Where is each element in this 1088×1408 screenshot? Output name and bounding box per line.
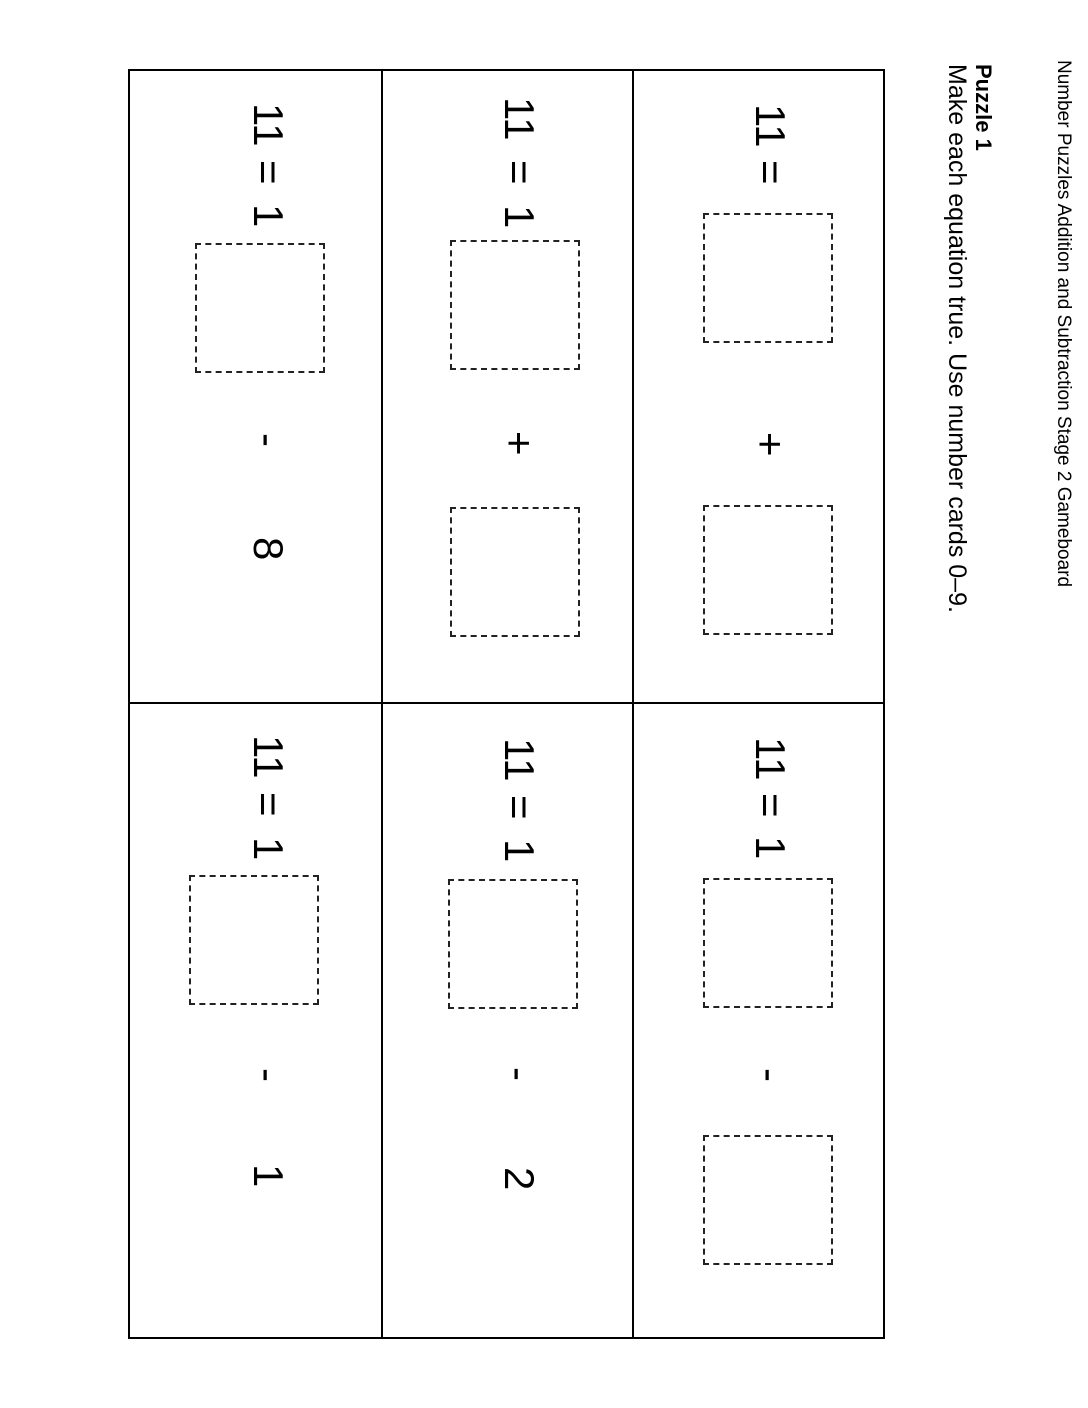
answer-slot[interactable] xyxy=(703,213,833,343)
target-number: 11 xyxy=(496,97,543,141)
tens-digit: 1 xyxy=(747,836,794,860)
equation-board xyxy=(128,69,885,1339)
operator-sign: - xyxy=(245,1068,292,1082)
answer-slot[interactable] xyxy=(703,1135,833,1265)
target-number: 11 xyxy=(496,738,543,782)
puzzle-heading: Puzzle 1 xyxy=(971,64,996,151)
answer-slot[interactable] xyxy=(450,240,580,370)
equation-cell-2 xyxy=(632,704,883,1337)
operator-sign: + xyxy=(747,432,794,457)
equals-sign: = xyxy=(747,160,794,185)
answer-slot[interactable] xyxy=(448,879,578,1009)
tens-digit: 1 xyxy=(245,204,292,228)
equals-sign: = xyxy=(496,795,543,820)
target-number: 11 xyxy=(245,103,292,147)
tens-digit: 1 xyxy=(245,837,292,861)
equals-sign: = xyxy=(245,160,292,185)
equals-sign: = xyxy=(496,160,543,185)
given-operand: 8 xyxy=(245,537,292,561)
answer-slot[interactable] xyxy=(450,507,580,637)
equation-cell-6 xyxy=(130,704,381,1337)
equation-cell-5 xyxy=(130,71,381,704)
target-number: 11 xyxy=(245,735,292,779)
equals-sign: = xyxy=(747,793,794,818)
operator-sign: - xyxy=(496,1067,543,1081)
given-operand: 2 xyxy=(496,1167,543,1191)
puzzle-instructions: Make each equation true. Use number cards 0–9. xyxy=(943,64,971,613)
target-number: 11 xyxy=(747,737,794,781)
answer-slot[interactable] xyxy=(703,878,833,1008)
equals-sign: = xyxy=(245,792,292,817)
equation-cell-1 xyxy=(632,71,883,704)
document-title: Number Puzzles Addition and Subtraction Stage 2 Gameboard xyxy=(1053,60,1074,588)
answer-slot[interactable] xyxy=(189,875,319,1005)
equation-cell-4 xyxy=(381,704,632,1337)
operator-sign: + xyxy=(496,431,543,456)
answer-slot[interactable] xyxy=(195,243,325,373)
equation-cell-3 xyxy=(381,71,632,704)
operator-sign: - xyxy=(245,433,292,447)
tens-digit: 1 xyxy=(496,839,543,863)
answer-slot[interactable] xyxy=(703,505,833,635)
given-operand: 1 xyxy=(245,1164,292,1188)
tens-digit: 1 xyxy=(496,205,543,229)
target-number: 11 xyxy=(747,104,794,148)
operator-sign: - xyxy=(747,1068,794,1082)
